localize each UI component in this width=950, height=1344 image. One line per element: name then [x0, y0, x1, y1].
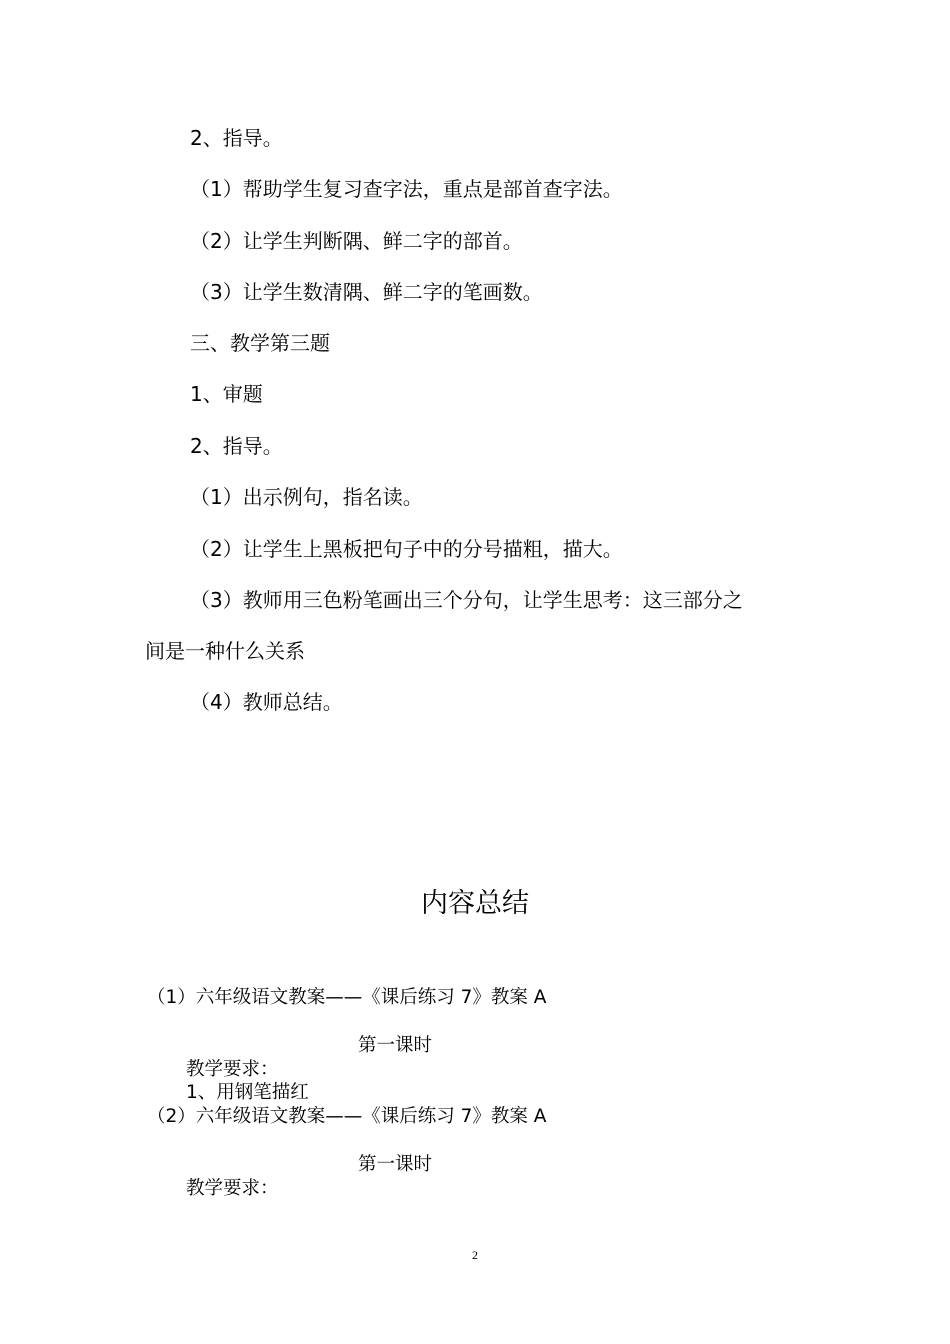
- body-line: （2）让学生判断隅、鲜二字的部首。: [190, 229, 523, 253]
- body-line: 1、审题: [190, 382, 263, 406]
- body-line-continued: 间是一种什么关系: [145, 639, 305, 663]
- summary-title: 内容总结: [421, 888, 529, 919]
- body-line: （1）帮助学生复习查字法，重点是部首查字法。: [190, 177, 623, 201]
- page-number: 2: [472, 1248, 478, 1262]
- summary-item: 教学要求：: [186, 1178, 279, 1199]
- body-line: （3）教师用三色粉笔画出三个分句，让学生思考：这三部分之: [190, 588, 743, 612]
- summary-subheading: 第一课时: [358, 1154, 433, 1175]
- summary-subheading: 第一课时: [358, 1035, 433, 1056]
- body-line: （4）教师总结。: [190, 690, 343, 714]
- body-line: （1）出示例句，指名读。: [190, 485, 423, 509]
- body-line: 2、指导。: [190, 126, 283, 150]
- body-line: 2、指导。: [190, 434, 283, 458]
- summary-item: （1）六年级语文教案——《课后练习 7》教案 A: [147, 987, 547, 1008]
- summary-item: 1、用钢笔描红: [186, 1082, 309, 1103]
- summary-item: （2）六年级语文教案——《课后练习 7》教案 A: [147, 1106, 547, 1127]
- summary-item: 教学要求：: [186, 1059, 279, 1080]
- body-line: （2）让学生上黑板把句子中的分号描粗，描大。: [190, 537, 623, 561]
- body-line: （3）让学生数清隅、鲜二字的笔画数。: [190, 280, 543, 304]
- section-heading: 三、教学第三题: [190, 331, 330, 355]
